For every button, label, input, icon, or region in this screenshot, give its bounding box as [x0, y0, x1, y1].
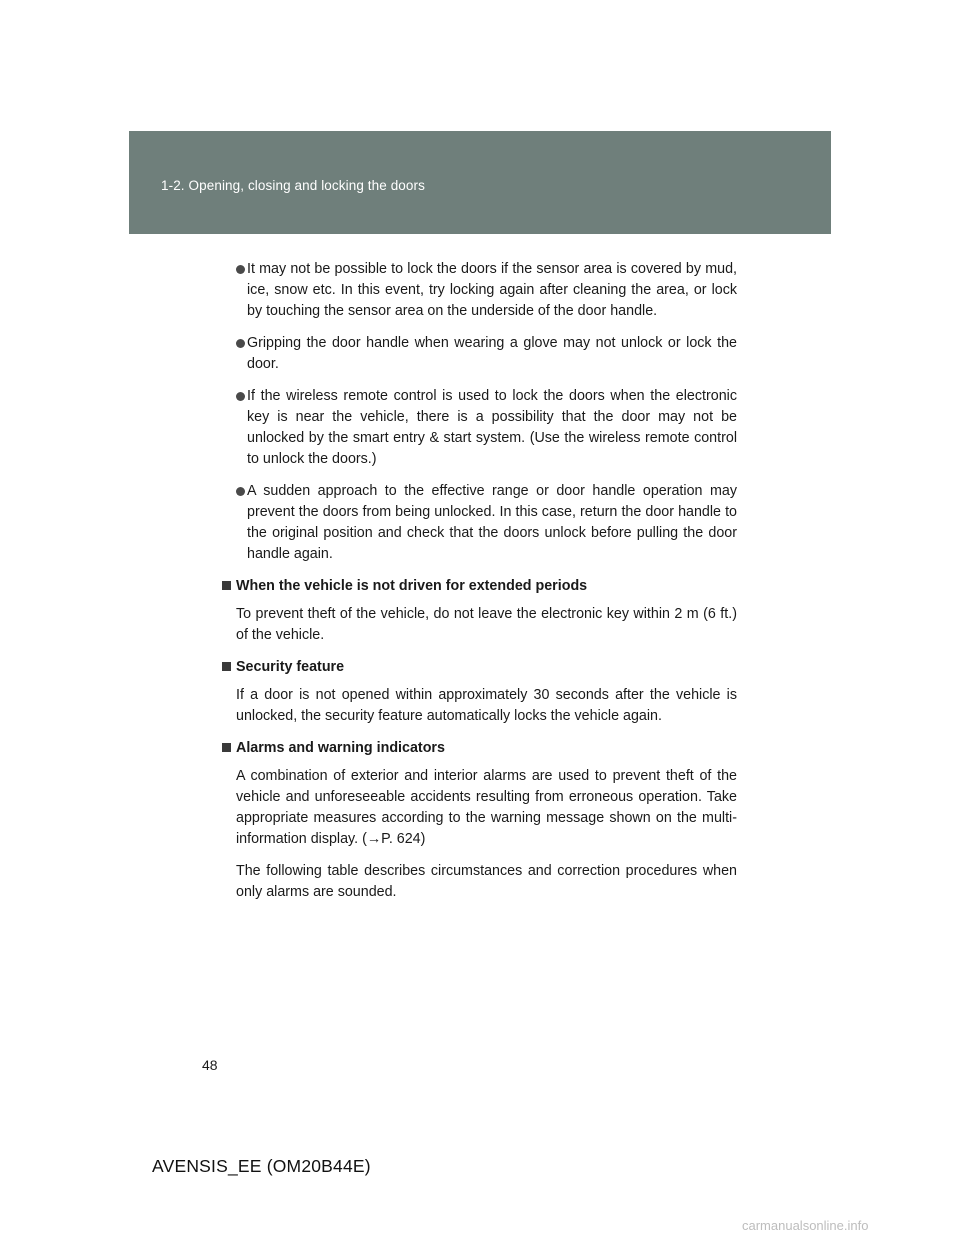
bullet-text: Gripping the door handle when wearing a glove may not unlock or lock the door. [247, 335, 737, 372]
chapter-header-bar [129, 131, 831, 234]
section-alarms [221, 738, 737, 903]
section-security-feature [221, 657, 737, 727]
bullet-dot-icon [236, 265, 245, 274]
bullet-item [221, 259, 737, 322]
square-bullet-icon [222, 743, 231, 752]
section-paragraph: If a door is not opened within approximately 30 seconds after the vehicle is unlocked, the security feature automatically locks the vehicle again. [236, 687, 737, 724]
watermark: carmanualsonline.info [742, 1218, 869, 1233]
bullet-item [221, 386, 737, 470]
bullet-item [221, 481, 737, 565]
square-bullet-icon [222, 581, 231, 590]
bullet-dot-icon [236, 339, 245, 348]
section-paragraph: To prevent theft of the vehicle, do not leave the electronic key within 2 m (6 ft.) of the vehicle. [236, 606, 737, 643]
section-paragraph: A combination of exterior and interior alarms are used to prevent theft of the vehicle and unforeseeable accidents resulting from erroneous operation. Take appropriate measures according to the warning message shown on the multi-information display. (→P. 624) [236, 768, 737, 847]
footer-model-code: AVENSIS_EE (OM20B44E) [152, 1156, 371, 1176]
section-heading: Security feature [221, 657, 737, 678]
section-heading: When the vehicle is not driven for extended periods [221, 576, 737, 597]
bullet-text: A sudden approach to the effective range or door handle operation may prevent the doors from being unlocked. In this case, return the door handle to the original position and check that the doors unlock before pulling the door handle again. [247, 483, 737, 562]
section-heading: Alarms and warning indicators [221, 738, 737, 759]
bullet-dot-icon [236, 392, 245, 401]
bullet-item [221, 333, 737, 375]
bullet-dot-icon [236, 487, 245, 496]
bullet-text: If the wireless remote control is used to lock the doors when the electronic key is near the vehicle, there is a possibility that the door may not be unlocked by the smart entry & start system. (Use the wireless remote control to unlock the doors.) [247, 388, 737, 467]
page-number: 48 [202, 1057, 218, 1073]
bullet-text: It may not be possible to lock the doors if the sensor area is covered by mud, ice, snow etc. In this event, try locking again after cleaning the area, or lock by touching the sensor area on the underside of the door handle. [247, 261, 737, 319]
square-bullet-icon [222, 662, 231, 671]
chapter-title: 1-2. Opening, closing and locking the doors [161, 178, 425, 193]
page-content [221, 259, 737, 914]
section-extended-periods [221, 576, 737, 646]
section-paragraph: The following table describes circumstances and correction procedures when only alarms are sounded. [236, 863, 737, 900]
